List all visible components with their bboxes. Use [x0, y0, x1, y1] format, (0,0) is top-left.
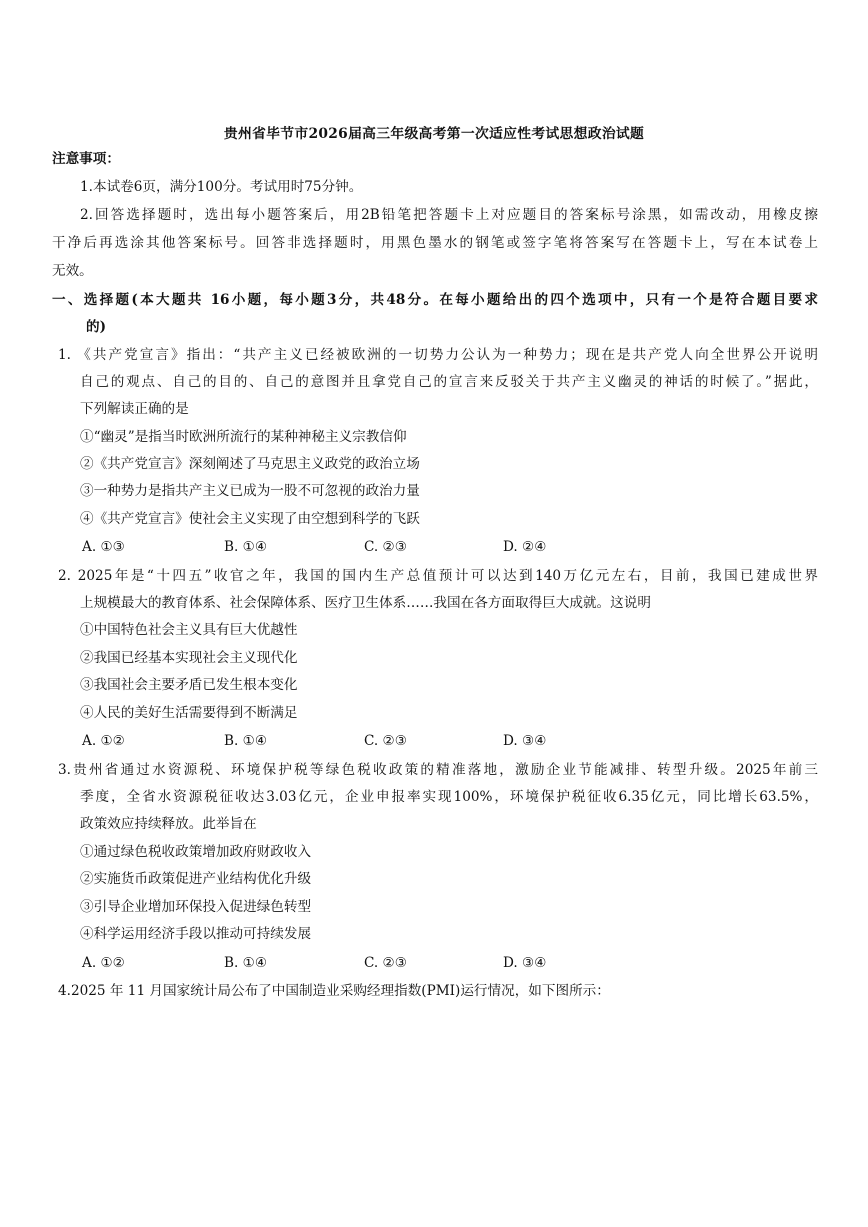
- question-1-option-b: B. ①④: [224, 539, 268, 555]
- question-1-statement-1: ①“幽灵”是指当时欧洲所流行的某种神秘主义宗教信仰: [80, 429, 407, 445]
- question-3-statement-1: ①通过绿色税收政策增加政府财政收入: [80, 844, 312, 860]
- question-2-statement-3: ③我国社会主要矛盾已发生根本变化: [80, 677, 298, 693]
- notice-item-2-line-2: 干净后再选涂其他答案标号。回答非选择题时，用黑色墨水的钢笔或签字笔将答案写在答题卡上，写在本试卷上: [52, 235, 818, 251]
- question-3-stem-line-2: 季度，全省水资源税征收达3.03亿元，企业申报率实现100%，环境保护税征收6.35亿元，同比增长63.5%，: [80, 789, 818, 805]
- question-1-stem-line-2: 自己的观点、自己的目的、自己的意图并且拿党自己的宣言来反驳关于共产主义幽灵的神话的时候了。”据此，: [80, 374, 818, 390]
- question-2-stem-line-1: 2. 2025年是“十四五”收官之年，我国的国内生产总值预计可以达到140万亿元左右，目前，我国已建成世界: [58, 568, 818, 584]
- question-2-option-b: B. ①④: [224, 733, 268, 749]
- question-3-statement-4: ④科学运用经济手段以推动可持续发展: [80, 926, 312, 942]
- question-1-stem-line-1: 1. 《共产党宣言》指出：“共产主义已经被欧洲的一切势力公认为一种势力；现在是共产党人向全世界公开说明: [58, 347, 818, 363]
- question-2-option-d: D. ③④: [503, 733, 547, 749]
- notice-heading: 注意事项：: [52, 151, 120, 167]
- question-1-statement-3: ③一种势力是指共产主义已成为一股不可忽视的政治力量: [80, 483, 420, 499]
- question-3-stem-line-1: 3.贵州省通过水资源税、环境保护税等绿色税收政策的精准落地，激励企业节能减排、转型升级。2025年前三: [58, 762, 818, 778]
- question-1-statement-4: ④《共产党宣言》使社会主义实现了由空想到科学的飞跃: [80, 511, 420, 527]
- question-2-stem-line-2: 上规模最大的教育体系、社会保障体系、医疗卫生体系……我国在各方面取得巨大成就。这说明: [80, 595, 651, 611]
- notice-item-2-line-1: 2.回答选择题时，选出每小题答案后，用2B铅笔把答题卡上对应题目的答案标号涂黑，如需改动，用橡皮擦: [80, 207, 818, 223]
- question-1-option-c: C. ②③: [364, 539, 407, 555]
- question-3-option-a: A. ①②: [82, 955, 125, 971]
- question-1-statement-2: ②《共产党宣言》深刻阐述了马克思主义政党的政治立场: [80, 456, 420, 472]
- question-1-stem-line-3: 下列解读正确的是: [80, 401, 189, 417]
- question-2-statement-1: ①中国特色社会主义具有巨大优越性: [80, 622, 298, 638]
- question-1-option-a: A. ①③: [82, 539, 125, 555]
- question-3-statement-3: ③引导企业增加环保投入促进绿色转型: [80, 899, 312, 915]
- notice-item-2-line-3: 无效。: [52, 263, 93, 279]
- question-3-option-b: B. ①④: [224, 955, 268, 971]
- question-2-option-c: C. ②③: [364, 733, 407, 749]
- question-2-statement-4: ④人民的美好生活需要得到不断满足: [80, 705, 298, 721]
- question-3-option-c: C. ②③: [364, 955, 407, 971]
- question-2-statement-2: ②我国已经基本实现社会主义现代化: [80, 650, 298, 666]
- section-heading: 一、选择题(本大题共 16小题，每小题3分，共48分。在每小题给出的四个选项中，只有一个是符合题目要求: [52, 292, 818, 308]
- question-3-statement-2: ②实施货币政策促进产业结构优化升级: [80, 871, 312, 887]
- question-3-stem-line-3: 政策效应持续释放。此举旨在: [80, 816, 257, 832]
- notice-item-1: 1.本试卷6页，满分100分。考试用时75分钟。: [80, 179, 363, 195]
- exam-title: 贵州省毕节市2026届高三年级高考第一次适应性考试思想政治试题: [223, 126, 645, 142]
- section-heading-continued: 的): [86, 319, 107, 335]
- question-1-option-d: D. ②④: [503, 539, 547, 555]
- question-2-option-a: A. ①②: [82, 733, 125, 749]
- question-3-option-d: D. ③④: [503, 955, 547, 971]
- question-4-stem-line-1: 4.2025 年 11 月国家统计局公布了中国制造业采购经理指数(PMI)运行情况，如下图所示：: [58, 983, 610, 999]
